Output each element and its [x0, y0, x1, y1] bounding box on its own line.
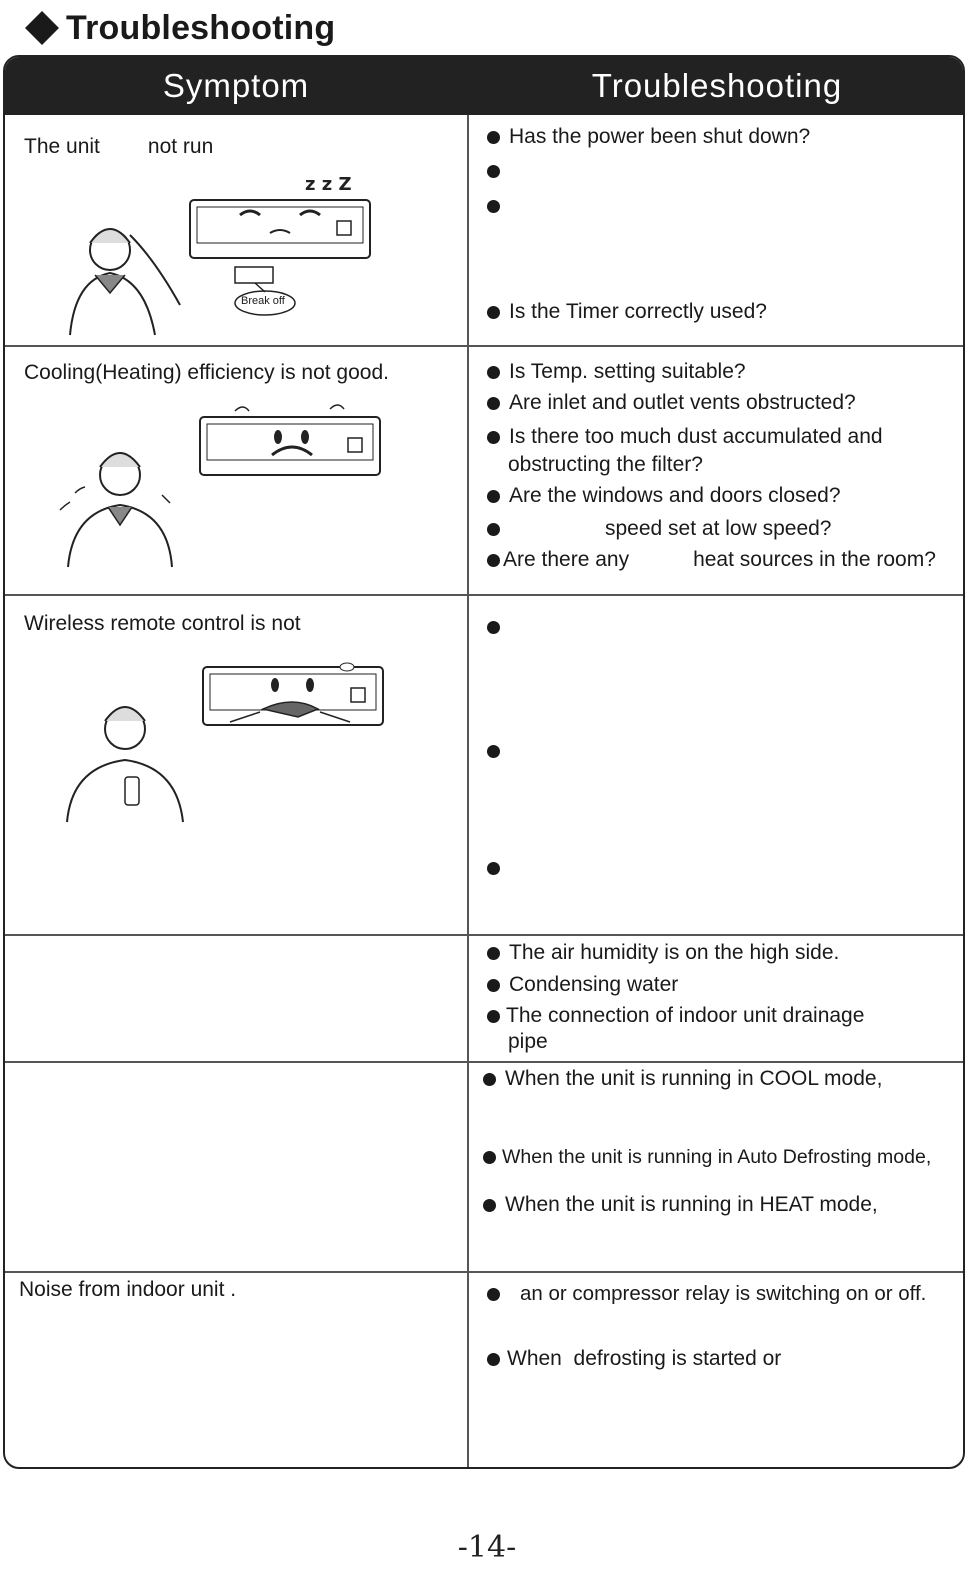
list-item-continuation: obstructing the filter? — [508, 453, 703, 476]
list-item: The air humidity is on the high side. — [487, 941, 839, 965]
break-off-label: Break off — [241, 295, 285, 307]
bullet-icon — [483, 1073, 496, 1086]
list-item: When the unit is running in COOL mode, — [483, 1067, 882, 1091]
bullet-icon — [487, 431, 500, 444]
bullet-icon — [487, 1353, 500, 1366]
list-item: When defrosting is started or — [487, 1347, 781, 1371]
bullet-icon — [487, 1288, 500, 1301]
list-item — [487, 159, 509, 178]
column-header-symptom: Symptom — [162, 67, 310, 104]
bullet-icon — [487, 554, 500, 567]
row-divider — [5, 934, 963, 936]
svg-text:z z Z: z z Z — [305, 174, 352, 195]
sad-unit-illustration — [50, 395, 390, 575]
row-divider — [5, 1061, 963, 1063]
list-item: When the unit is running in HEAT mode, — [483, 1193, 878, 1217]
list-item: Is there too much dust accumulated and — [487, 425, 883, 449]
symptom-text-a: The unit — [24, 135, 100, 158]
page-title: Troubleshooting — [66, 8, 336, 47]
covered-ears-unit-illustration — [55, 657, 395, 827]
page-heading — [22, 6, 335, 50]
symptom-noise: Noise from indoor unit . — [19, 1278, 237, 1301]
bullet-icon — [487, 979, 500, 992]
list-item: The connection of indoor unit drainage — [487, 1004, 864, 1028]
row-divider — [5, 345, 963, 347]
table-header — [5, 57, 963, 115]
list-item: Are inlet and outlet vents obstructed? — [487, 391, 856, 415]
bullet-icon — [487, 490, 500, 503]
bullet-icon — [487, 200, 500, 213]
list-item: Are the windows and doors closed? — [487, 484, 841, 508]
bullet-icon — [487, 947, 500, 960]
bullet-icon — [487, 862, 500, 875]
list-item: Is Temp. setting suitable? — [487, 360, 746, 384]
page-number: -14- — [457, 1530, 517, 1565]
row-divider — [5, 594, 963, 596]
bullet-icon — [487, 165, 500, 178]
symptom-cooling-efficiency: Cooling(Heating) efficiency is not good. — [24, 361, 389, 384]
list-item — [487, 194, 509, 213]
list-item: an or compressor relay is switching on or off. — [487, 1282, 926, 1306]
symptom-remote-control: Wireless remote control is not — [24, 612, 301, 635]
bullet-icon — [487, 306, 500, 319]
row-divider — [5, 1271, 963, 1273]
list-item: Has the power been shut down? — [487, 125, 810, 149]
bullet-icon — [487, 523, 500, 536]
list-item: When the unit is running in Auto Defrosting mode, — [483, 1146, 931, 1169]
bullet-icon — [487, 366, 500, 379]
troubleshooting-table — [3, 55, 965, 1469]
bullet-icon — [483, 1151, 496, 1164]
bullet-icon — [487, 745, 500, 758]
diamond-icon — [25, 11, 59, 45]
sleeping-unit-illustration — [60, 155, 380, 345]
list-item — [487, 615, 509, 634]
column-header-troubleshooting: Troubleshooting — [591, 67, 843, 104]
list-item: Is the Timer correctly used? — [487, 300, 767, 324]
symptom-text-b: not run — [147, 135, 214, 158]
bullet-icon — [487, 621, 500, 634]
list-item — [487, 739, 509, 758]
list-item — [487, 856, 509, 875]
list-item: speed set at low speed? — [487, 517, 832, 541]
bullet-icon — [483, 1199, 496, 1212]
list-item-continuation: pipe — [508, 1030, 548, 1053]
column-divider — [467, 115, 469, 1467]
bullet-icon — [487, 1010, 500, 1023]
bullet-icon — [487, 131, 500, 144]
bullet-icon — [487, 397, 500, 410]
list-item: Are there any heat sources in the room? — [487, 548, 936, 572]
list-item: Condensing water — [487, 973, 678, 997]
